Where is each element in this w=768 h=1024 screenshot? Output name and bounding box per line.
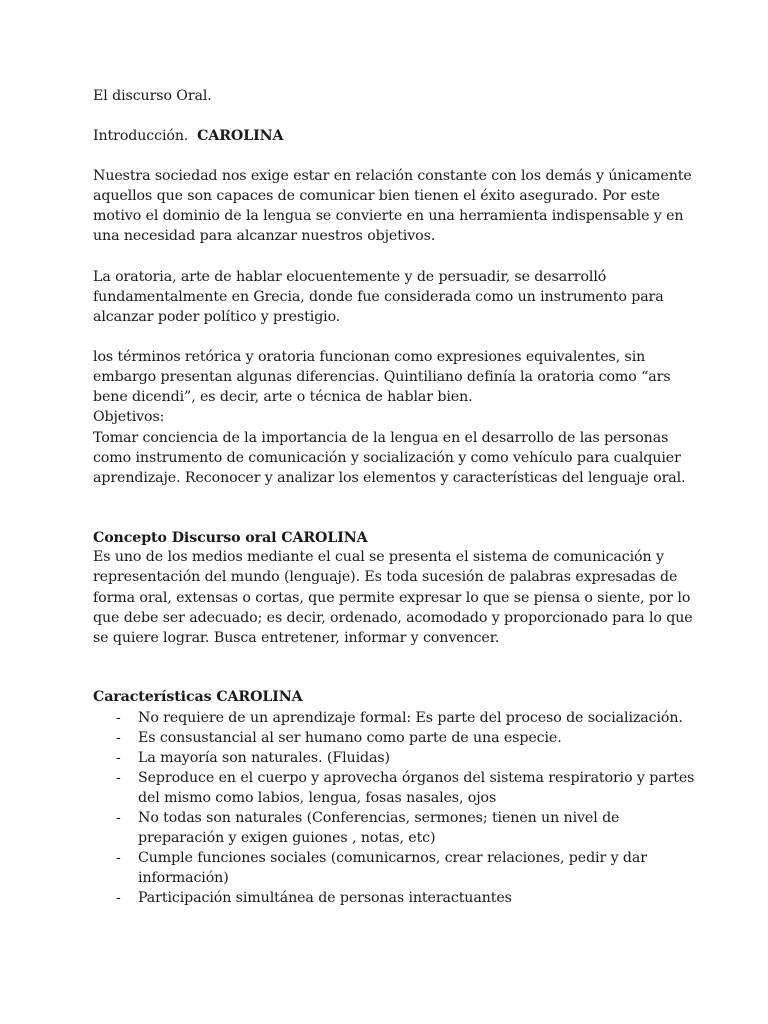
characteristic-item: No requiere de un aprendizaje formal: Es parte del proceso de socialización. — [138, 710, 683, 726]
objectives-line: como instrumento de comunicación y socialización y como vehículo para cualquier — [93, 450, 681, 466]
bullet-dash: - — [116, 850, 121, 866]
intro-heading — [93, 126, 283, 146]
paragraph-line: bene dicendi”, es decir, arte o técnica de hablar bien. — [93, 389, 473, 405]
characteristic-item: No todas son naturales (Conferencias, sermones; tienen un nivel de — [138, 810, 620, 826]
concept-line: Es uno de los medios mediante el cual se presenta el sistema de comunicación y — [93, 549, 664, 565]
bullet-dash: - — [116, 750, 121, 766]
bullet-dash: - — [116, 710, 121, 726]
characteristic-item: Cumple funciones sociales (comunicarnos, crear relaciones, pedir y dar — [138, 850, 647, 866]
paragraph-line: embargo presentan algunas diferencias. Quintiliano definía la oratoria como “ars — [93, 369, 671, 385]
concept-heading: Concepto Discurso oral CAROLINA — [93, 530, 368, 546]
concept-line: forma oral, extensas o cortas, que permite expresar lo que se piensa o siente, por lo — [93, 590, 691, 606]
characteristic-item-continuation: información) — [138, 870, 229, 886]
characteristic-item-continuation: del mismo como labios, lengua, fosas nasales, ojos — [138, 790, 497, 806]
concept-line: se quiere lograr. Busca entretener, informar y convencer. — [93, 630, 500, 646]
concept-line: representación del mundo (lenguaje). Es toda sucesión de palabras expresadas de — [93, 569, 678, 585]
bullet-dash: - — [116, 810, 121, 826]
objectives-label: Objetivos: — [93, 409, 165, 425]
characteristic-item: Es consustancial al ser humano como parte de una especie. — [138, 730, 562, 746]
bullet-dash: - — [116, 770, 121, 786]
characteristic-item-continuation: preparación y exigen guiones , notas, etc) — [138, 830, 436, 846]
document-title: El discurso Oral. — [93, 88, 212, 104]
characteristic-item: Participación simultánea de personas interactuantes — [138, 890, 512, 906]
intro-author: CAROLINA — [197, 128, 284, 144]
paragraph-line: fundamentalmente en Grecia, donde fue considerada como un instrumento para — [93, 289, 664, 305]
objectives-line: Tomar conciencia de la importancia de la lengua en el desarrollo de las personas — [93, 430, 669, 446]
objectives-line: aprendizaje. Reconocer y analizar los elementos y características del lenguaje oral. — [93, 470, 686, 486]
paragraph-line: La oratoria, arte de hablar elocuentemente y de persuadir, se desarrolló — [93, 269, 607, 285]
paragraph-line: Nuestra sociedad nos exige estar en relación constante con los demás y únicamente — [93, 168, 692, 184]
intro-label: Introducción. — [93, 128, 189, 144]
bullet-dash: - — [116, 890, 121, 906]
paragraph-line: una necesidad para alcanzar nuestros objetivos. — [93, 228, 436, 244]
bullet-dash: - — [116, 730, 121, 746]
paragraph-line: motivo el dominio de la lengua se convierte en una herramienta indispensable y en — [93, 208, 684, 224]
paragraph-line: alcanzar poder político y prestigio. — [93, 309, 341, 325]
concept-line: que debe ser adecuado; es decir, ordenado, acomodado y proporcionado para lo que — [93, 610, 693, 626]
paragraph-line: aquellos que son capaces de comunicar bien tienen el éxito asegurado. Por este — [93, 188, 660, 204]
characteristic-item: La mayoría son naturales. (Fluidas) — [138, 750, 390, 766]
characteristic-item: Seproduce en el cuerpo y aprovecha órganos del sistema respiratorio y partes — [138, 770, 695, 786]
characteristics-heading: Características CAROLINA — [93, 689, 303, 705]
paragraph-line: los términos retórica y oratoria funcionan como expresiones equivalentes, sin — [93, 349, 646, 365]
